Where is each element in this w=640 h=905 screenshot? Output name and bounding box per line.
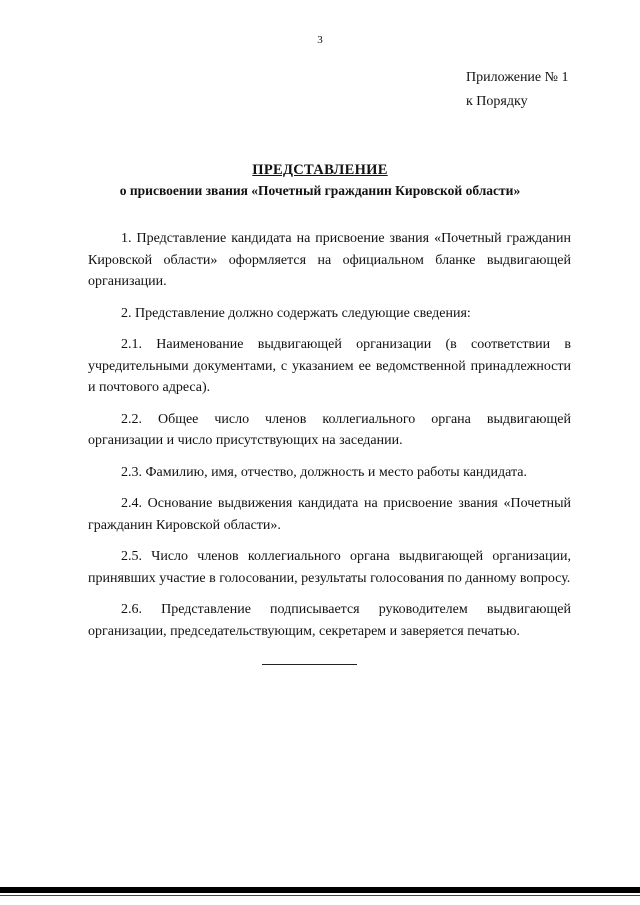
scan-bottom-edge — [0, 887, 640, 893]
paragraph-2-3: 2.3. Фамилию, имя, отчество, должность и место работы кандидата. — [121, 464, 528, 480]
appendix-number: Приложение № 1 — [466, 70, 569, 85]
appendix-reference — [466, 66, 569, 114]
page-number: 3 — [317, 34, 323, 46]
paragraph-2-5: 2.5. Число членов коллегиального органа выдвигающей организации, принявших участие в голосовании, результаты голосования по данному вопросу. — [88, 549, 571, 586]
paragraph-2-6: 2.6. Представление подписывается руководителем выдвигающей организации, председательствующим, секретарем и заверяется печатью. — [88, 602, 571, 639]
document-subtitle: о присвоении звания «Почетный гражданин Кировской области» — [119, 183, 521, 198]
document-body — [88, 228, 571, 652]
paragraph-1: 1. Представление кандидата на присвоение звания «Почетный гражданин Кировской области» оформляется на официальном бланке выдвигающей организации. — [88, 231, 571, 289]
document-heading — [0, 160, 640, 202]
scan-bottom-edge-line — [0, 895, 640, 896]
paragraph-2-2: 2.2. Общее число членов коллегиального органа выдвигающей организации и число присутствующих на заседании. — [88, 411, 571, 448]
paragraph-2-4: 2.4. Основание выдвижения кандидата на присвоение звания «Почетный гражданин Кировской области». — [88, 496, 571, 533]
paragraph-2-1: 2.1. Наименование выдвигающей организации (в соответствии в учредительными документами, с указанием ее ведомственной принадлежности и почтового адреса). — [88, 337, 571, 395]
paragraph-2: 2. Представление должно содержать следующие сведения: — [121, 305, 471, 321]
end-separator-line — [262, 664, 357, 665]
appendix-procedure: к Порядку — [466, 94, 528, 109]
document-title: ПРЕДСТАВЛЕНИЕ — [252, 162, 388, 178]
